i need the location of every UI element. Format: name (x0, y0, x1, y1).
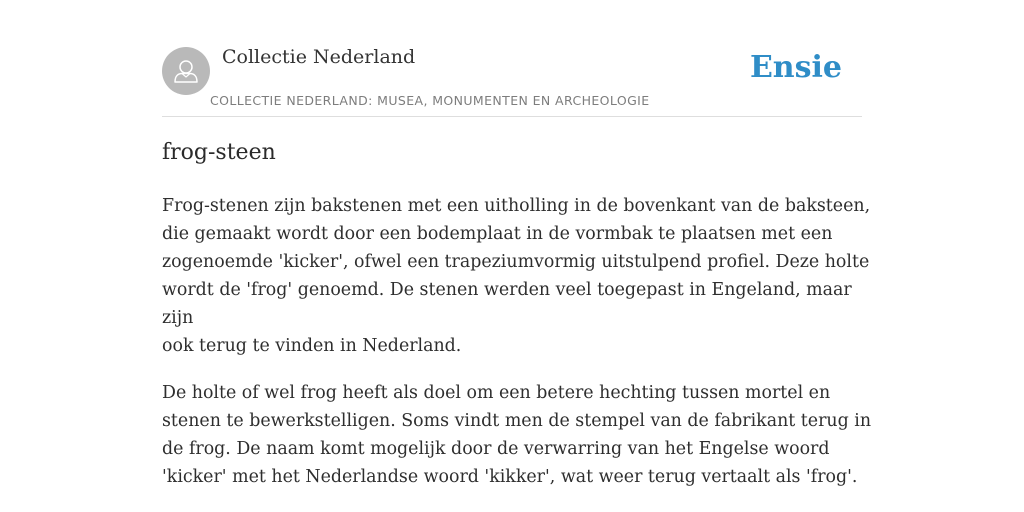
paragraph-line: 'kicker' met het Nederlandse woord 'kikker', wat weer terug vertaalt als 'frog'. (162, 467, 858, 487)
paragraph-line: stenen te bewerkstelligen. Soms vindt men de stempel van de fabrikant terug in (162, 411, 872, 431)
paragraph (162, 192, 872, 360)
article-body (162, 192, 872, 510)
author-avatar[interactable] (162, 47, 210, 95)
header (162, 40, 862, 117)
paragraph-line: De holte of wel frog heeft als doel om een betere hechting tussen mortel en (162, 383, 831, 403)
user-silhouette-icon (162, 47, 210, 95)
author-subtitle-link[interactable]: COLLECTIE NEDERLAND: MUSEA, MONUMENTEN EN ARCHEOLOGIE (210, 93, 650, 108)
paragraph-line: de frog. De naam komt mogelijk door de verwarring van het Engelse woord (162, 439, 830, 459)
author-name-link[interactable]: Collectie Nederland (222, 46, 416, 68)
paragraph-line: Frog-stenen zijn bakstenen met een uitholling in de bovenkant van de baksteen, (162, 196, 871, 216)
paragraph (162, 379, 872, 491)
ensie-logo[interactable]: Ensie (749, 50, 842, 85)
article-title: frog-steen (162, 140, 276, 165)
paragraph-line: die gemaakt wordt door een bodemplaat in de vormbak te plaatsen met een (162, 224, 833, 244)
paragraph-line: wordt de 'frog' genoemd. De stenen werden veel toegepast in Engeland, maar zijn (162, 280, 852, 328)
paragraph-line: zogenoemde 'kicker', ofwel een trapeziumvormig uitstulpend profiel. Deze holte (162, 252, 870, 272)
paragraph-line: ook terug te vinden in Nederland. (162, 336, 462, 356)
